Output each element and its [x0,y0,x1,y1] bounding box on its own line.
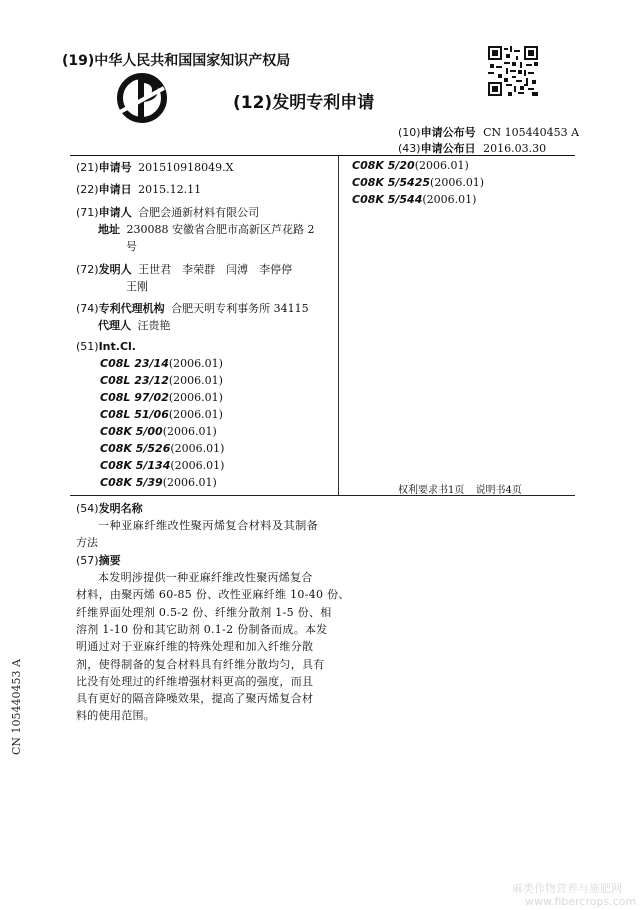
app-no-value: 201510918049.X [138,161,234,174]
applicant [76,204,259,220]
class-date: (2006.01) [414,159,469,172]
description-pages: 说明书4页 [475,485,522,496]
app-no-code: (21) [76,161,99,174]
inventor-line2: 王刚 [126,280,148,293]
class-entry [100,408,223,421]
class-code: C08L 23/12 [100,374,169,387]
abstract-line: 明通过对于亚麻纤维的特殊处理和加入纤维分散 [76,640,314,654]
address-line2: 号 [126,240,137,253]
pub-no-label: 申请公布号 [420,126,476,139]
class-entry [100,374,223,387]
app-date-code: (22) [76,183,99,196]
class-code: C08K 5/134 [100,459,171,472]
agency-code: (74) [76,302,99,315]
inventor-label: 发明人 [98,263,132,276]
class-code: C08K 5/526 [100,442,171,455]
document-type [233,88,374,113]
abstract-heading [76,552,121,568]
class-date: (2006.01) [430,176,485,189]
watermark-url: www.fibercrops.com [525,895,637,908]
pub-date-label: 申请公布日 [420,142,476,155]
class-date: (2006.01) [162,476,217,489]
class-entry [100,357,223,370]
pub-date-code: (43) [398,142,421,155]
class-code: C08L 23/14 [100,357,169,370]
intcl-label: Int.Cl. [98,340,136,353]
class-entry [100,425,217,438]
class-code: C08K 5/20 [352,159,415,172]
applicant-value: 合肥会通新材料有限公司 [138,206,260,219]
title-label: 发明名称 [98,502,143,515]
office-header [62,50,290,70]
abstract-line: 溶剂 1-10 份和其它助剂 0.1-2 份制备而成。本发 [76,622,328,636]
inventor-code: (72) [76,263,99,276]
agent-value: 汪贵艳 [137,319,171,332]
abstract-line: 具有更好的隔音降噪效果，提高了聚丙烯复合材 [76,692,314,706]
class-entry [100,442,224,455]
invention-title-line1: 一种亚麻纤维改性聚丙烯复合材料及其制备 [98,519,319,532]
claims-pages: 权利要求书1页 [398,485,465,496]
section-divider [70,495,575,496]
class-entry [352,193,476,206]
applicant-label: 申请人 [98,206,132,219]
agent-label: 代理人 [98,319,131,332]
int-cl-heading [76,340,136,353]
class-code: C08K 5/544 [352,193,423,206]
class-date: (2006.01) [168,374,223,387]
class-entry [352,176,484,189]
invention-title-heading [76,500,143,516]
application-date [76,181,201,197]
inventor-line1: 王世君 李荣群 闫溥 李停停 [138,263,293,276]
class-entry [352,159,469,172]
app-date-value: 2015.12.11 [138,183,202,196]
watermark-cn: 麻类作物营养与施肥网 [512,882,622,895]
class-date: (2006.01) [168,408,223,421]
publication-number [398,124,579,140]
class-entry [100,459,224,472]
class-date: (2006.01) [162,425,217,438]
page-counts [398,481,522,496]
applicant-code: (71) [76,206,99,219]
abstract-line: 本发明涉提供一种亚麻纤维改性聚丙烯复合 [98,571,313,584]
class-date: (2006.01) [168,357,223,370]
app-date-label: 申请日 [98,183,132,196]
class-code: C08L 97/02 [100,391,169,404]
address-label: 地址 [98,223,120,236]
pub-date-value: 2016.03.30 [483,142,547,155]
abstract-line: 比没有处理过的纤维增强材料更高的强度，而且 [76,674,314,688]
patent-agent [98,317,171,333]
column-divider [338,156,339,496]
agency-value: 合肥天明专利事务所 34115 [171,302,309,315]
class-date: (2006.01) [422,193,477,206]
abstract-line: 剂，使得制备的复合材料具有纤维分散均匀，具有 [76,657,325,671]
pub-no-code: (10) [398,126,421,139]
header-divider [70,155,575,156]
class-code: C08L 51/06 [100,408,169,421]
abstract-line: 材料，由聚丙烯 60-85 份、改性亚麻纤维 10-40 份、 [76,588,350,602]
class-date: (2006.01) [168,391,223,404]
address-line1: 230088 安徽省合肥市高新区芦花路 2 [126,223,315,236]
abstract-line: 纤维界面处理剂 0.5-2 份、纤维分散剂 1-5 份、相 [76,605,332,619]
side-publication-number: CN 105440453 A [10,659,23,755]
doc-code: (12) [233,93,273,113]
application-number [76,159,233,175]
class-entry [100,391,223,404]
intcl-code: (51) [76,340,99,353]
inventors [76,261,292,277]
class-code: C08K 5/00 [100,425,163,438]
office-name: 中华人民共和国国家知识产权局 [94,53,291,69]
app-no-label: 申请号 [98,161,132,174]
class-date: (2006.01) [170,459,225,472]
agency-label: 专利代理机构 [98,302,165,315]
patent-office-logo [112,68,172,128]
class-code: C08K 5/5425 [352,176,431,189]
abstract-label: 摘要 [98,554,121,567]
office-code: (19) [62,53,95,69]
class-code: C08K 5/39 [100,476,163,489]
doc-type-label: 发明专利申请 [272,93,375,113]
pub-no-value: CN 105440453 A [483,126,580,139]
title-code: (54) [76,502,99,515]
abstract-code: (57) [76,554,99,567]
invention-title-line2: 方法 [76,536,98,549]
class-entry [100,476,217,489]
address [98,221,314,237]
class-date: (2006.01) [170,442,225,455]
publication-date [398,140,546,156]
abstract-line: 料的使用范围。 [76,709,156,723]
qr-code [488,46,538,96]
patent-agency [76,300,309,316]
